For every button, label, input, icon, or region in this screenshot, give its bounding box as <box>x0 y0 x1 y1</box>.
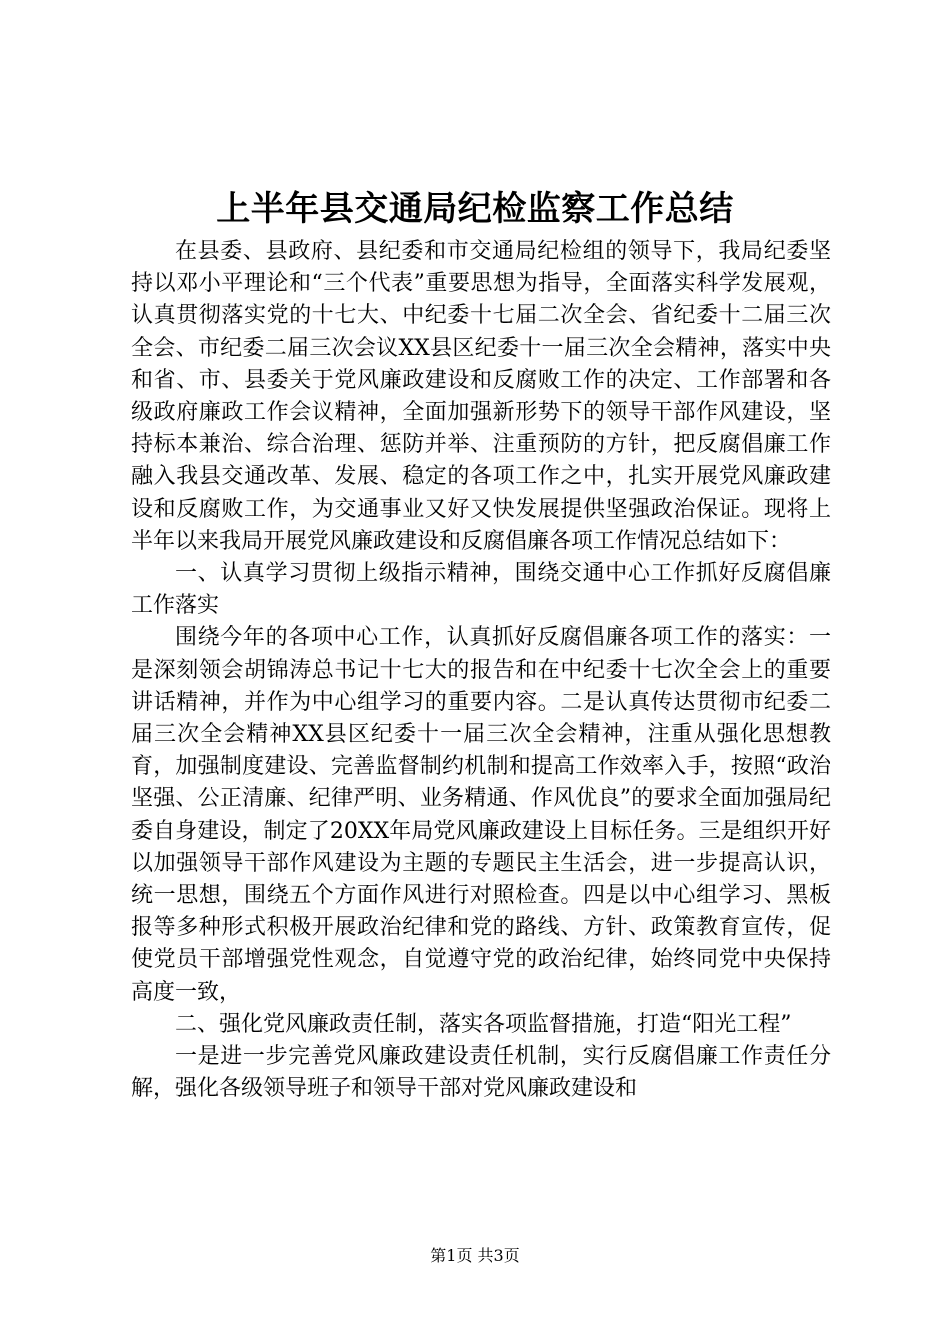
document-body <box>131 236 831 1105</box>
page-footer: 第1页 共3页 <box>430 1246 520 1265</box>
section-heading-1: 一、认真学习贯彻上级指示精神，围绕交通中心工作抓好反腐倡廉工作落实 <box>131 561 831 619</box>
section-1-paragraph: 围绕今年的各项中心工作，认真抓好反腐倡廉各项工作的落实：一是深刻领会胡锦涛总书记十七大的报告和在中纪委十七次全会上的重要讲话精神，并作为中心组学习的重要内容。二是认真传达贯彻市纪委二届三次全会精神XX县区纪委十一届三次全会精神，注重从强化思想教育，加强制度建设、完善监督制约机制和提高工作效率入手，按照“政治坚强、公正清廉、纪律严明、业务精通、作风优良”的要求全面加强局纪委自身建设，制定了20XX年局党风廉政建设上目标任务。三是组织开好以加强领导干部作风建设为主题的专题民主生活会，进一步提高认识，统一思想，围绕五个方面作风进行对照检查。四是以中心组学习、黑板报等多种形式积极开展政治纪律和党的路线、方针、政策教育宣传，促使党员干部增强党性观念，自觉遵守党的政治纪律，始终同党中央保持高度一致， <box>131 625 831 1005</box>
document-title: 上半年县交通局纪检监察工作总结 <box>216 189 734 229</box>
section-heading-2: 二、强化党风廉政责任制，落实各项监督措施，打造“阳光工程” <box>175 1011 792 1037</box>
section-2-paragraph: 一是进一步完善党风廉政建设责任机制，实行反腐倡廉工作责任分解，强化各级领导班子和领导干部对党风廉政建设和 <box>131 1044 831 1102</box>
intro-paragraph: 在县委、县政府、县纪委和市交通局纪检组的领导下，我局纪委坚持以邓小平理论和“三个代表”重要思想为指导，全面落实科学发展观，认真贯彻落实党的十七大、中纪委十七届二次全会、省纪委十二届三次全会、市纪委二届三次会议XX县区纪委十一届三次全会精神，落实中央和省、市、县委关于党风廉政建设和反腐败工作的决定、工作部署和各级政府廉政工作会议精神，全面加强新形势下的领导干部作风建设，坚持标本兼治、综合治理、惩防并举、注重预防的方针，把反腐倡廉工作融入我县交通改革、发展、稳定的各项工作之中，扎实开展党风廉政建设和反腐败工作，为交通事业又好又快发展提供坚强政治保证。现将上半年以来我局开展党风廉政建设和反腐倡廉各项工作情况总结如下： <box>131 239 831 554</box>
